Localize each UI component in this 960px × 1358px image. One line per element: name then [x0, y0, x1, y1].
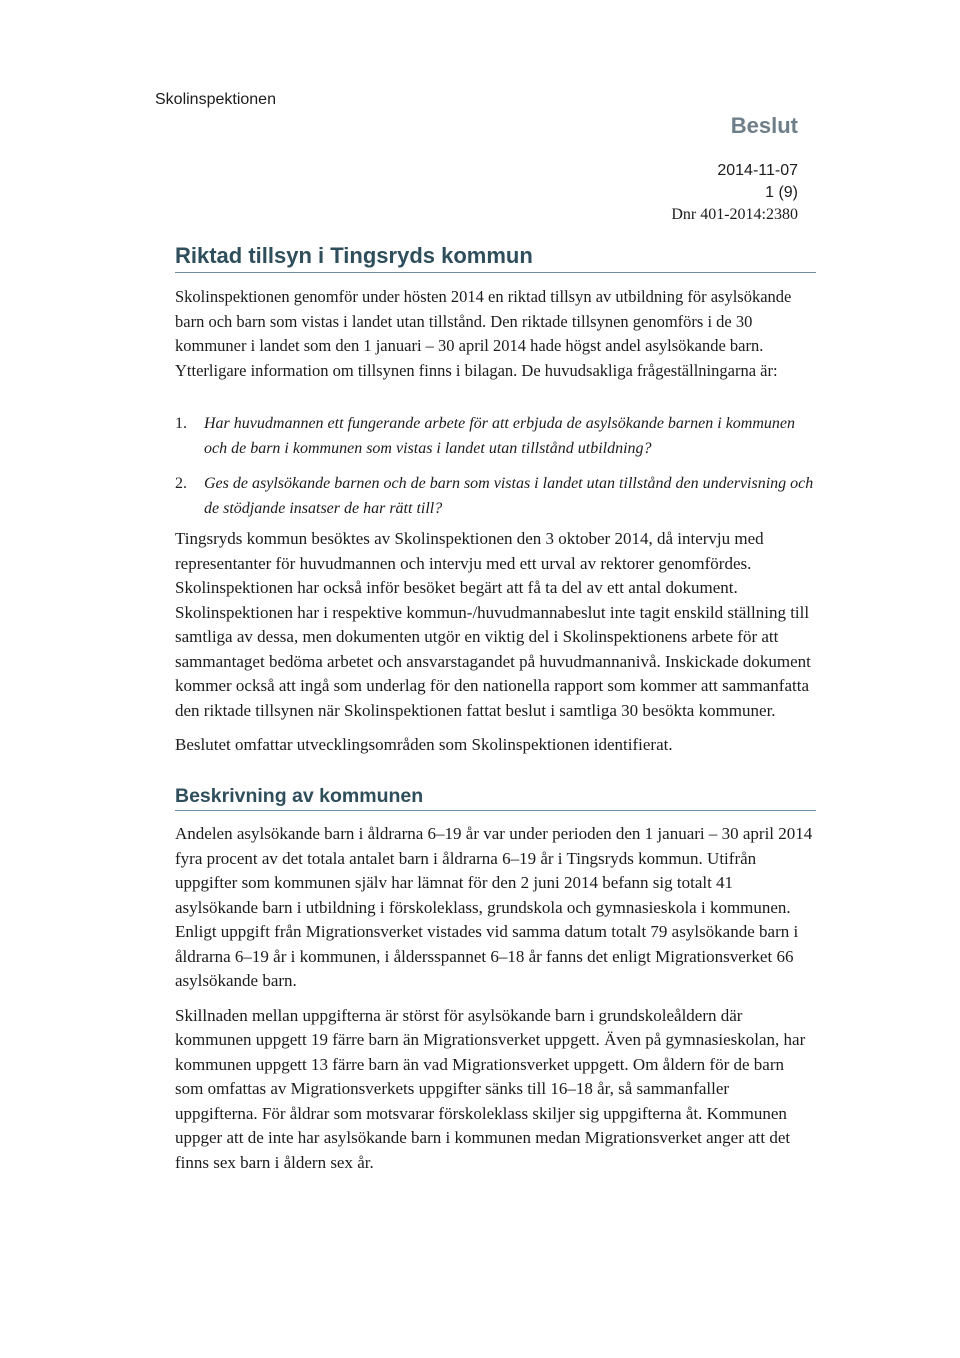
section-paragraph: Andelen asylsökande barn i åldrarna 6–19 år var under perioden den 1 januari – 30 april 2014 fyra procent av det totala antalet barn i åldrarna 6–19 år i Tingsryds kommun. Utifrån uppgifter som kommunen själv har lämnat för den 2 juni 2014 befann sig totalt 41 asylsökande barn i utbildning i förskoleklass, grundskola och gymnasieskola i kommunen. Enligt uppgift från Migrationsverket vistades vid samma datum totalt 79 asylsökande barn i åldrarna 6–19 år i kommunen, i åldersspannet 6–18 år fanns det enligt Migrationsverket 66 asylsökande barn. — [175, 824, 813, 990]
question-item — [175, 412, 815, 461]
intro-text: Skolinspektionen genomför under hösten 2014 en riktad tillsyn av utbildning för asylsökande barn och barn som vistas i landet utan tillstånd. Den riktade tillsynen genomförs i de 30 kommuner i landet som den 1 januari – 30 april 2014 hade högst andel asylsökande barn. Ytterligare information om tillsynen finns i bilagan. De huvudsakliga frågeställningarna är: — [175, 287, 792, 380]
question-list — [175, 412, 815, 532]
page-number: 1 (9) — [765, 184, 798, 201]
question-text: Har huvudmannen ett fungerande arbete för att erbjuda de asylsökande barnen i kommunen och de barn i kommunen som vistas i landet utan tillstånd utbildning? — [204, 415, 796, 457]
question-item — [175, 472, 815, 521]
title-divider — [175, 272, 816, 273]
diary-number: Dnr 401-2014:2380 — [671, 206, 798, 223]
section-divider — [175, 810, 816, 811]
document-title: Riktad tillsyn i Tingsryds kommun — [175, 243, 533, 268]
intro-paragraph — [175, 285, 815, 383]
section-body — [175, 822, 815, 1185]
section-paragraph: Skillnaden mellan uppgifterna är störst för asylsökande barn i grundskoleåldern där kommunen uppgett 19 färre barn än Migrationsverket uppgett. Även på gymnasieskolan, har kommunen uppgett 13 färre barn än vad Migrationsverket uppgett. Om åldern för de barn som omfattas av Migrationsverkets uppgifter sänks till 16–18 år, så sammanfaller uppgifterna. För åldrar som motsvarar förskoleklass skiljer sig uppgifterna åt. Kommunen uppger att de inte har asylsökande barn i kommunen medan Migrationsverket anger att det finns sex barn i åldern sex år. — [175, 1005, 806, 1172]
body-paragraph: Tingsryds kommun besöktes av Skolinspektionen den 3 oktober 2014, då intervju med representanter för huvudmannen och intervju med ett urval av rektorer genomfördes. Skolinspektionen har också inför besöket begärt att få ta del av ett antal dokument. Skolinspektionen har i respektive kommun-/huvudmannabeslut inte tagit enskild ställning till samtliga av dessa, men dokumenten utgör en viktig del i Skolinspektionens arbete för att sammantaget bedöma arbetet och ansvarstagandet på huvudmannanivå. Inskickade dokument kommer också att ingå som underlag för den nationella rapport som kommer att sammanfatta den riktade tillsynen när Skolinspektionen fattat beslut i samtliga 30 besökta kommuner. — [175, 529, 811, 720]
section-heading: Beskrivning av kommunen — [175, 785, 424, 807]
document-type: Beslut — [730, 113, 798, 138]
question-number: 1. — [175, 415, 187, 432]
document-meta — [671, 160, 798, 226]
question-text: Ges de asylsökande barnen och de barn som vistas i landet utan tillstånd den undervisning och de stödjande insatser de har rätt till? — [204, 475, 814, 517]
question-number: 2. — [175, 475, 187, 492]
organization-name: Skolinspektionen — [155, 91, 276, 108]
body-section — [175, 527, 815, 768]
document-date: 2014-11-07 — [717, 162, 798, 179]
body-paragraph: Beslutet omfattar utvecklingsområden som Skolinspektionen identifierat. — [175, 735, 673, 754]
